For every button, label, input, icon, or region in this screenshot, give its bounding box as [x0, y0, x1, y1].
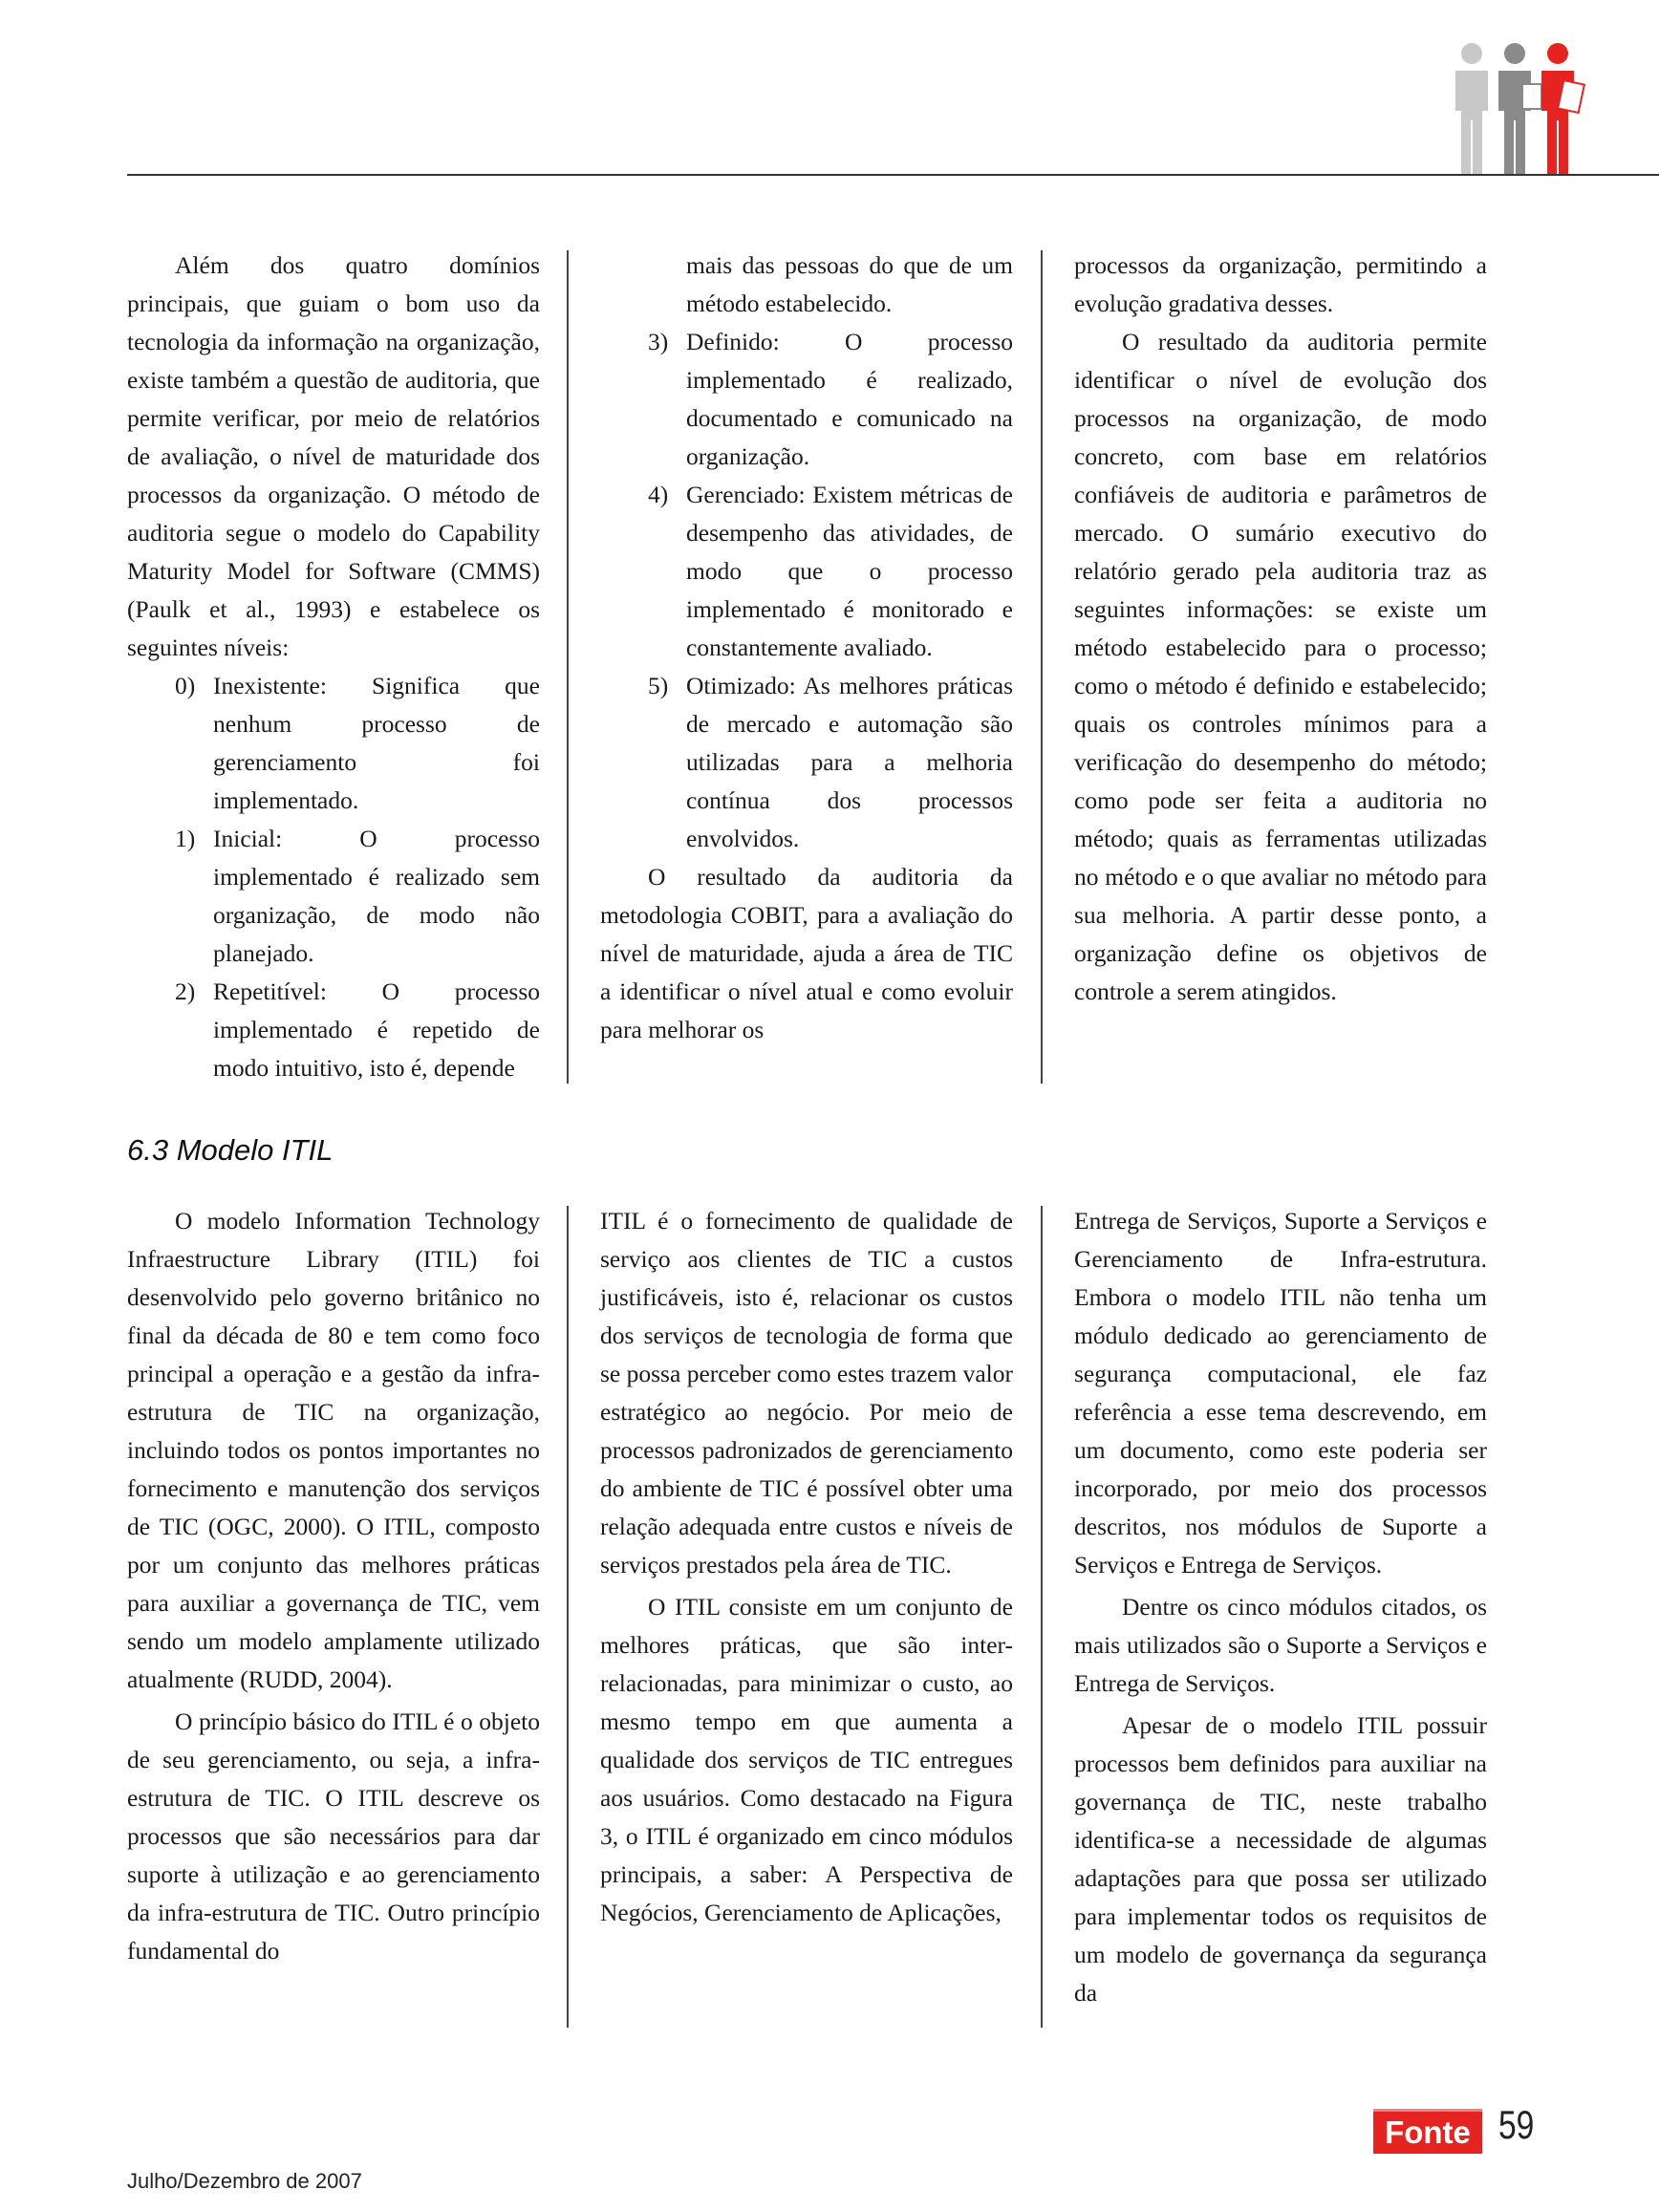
section2-column-3 [1074, 1202, 1487, 2012]
paragraph: O princípio básico do ITIL é o objeto de seu gerenciamento, ou seja, a infra-estrutura de TIC. O ITIL descreve os processos que são necessários para dar suporte à utilização e ao gerenciamento da infra-estrutura de TIC. Outro princípio fundamental do [127, 1707, 540, 1965]
list-number: 5) [648, 672, 669, 699]
list-number: 3) [648, 328, 669, 355]
list-item [127, 820, 540, 973]
section-title: 6.3 Modelo ITIL [127, 1133, 334, 1167]
page-number: 59 [1498, 2102, 1535, 2147]
list-item [600, 667, 1013, 858]
list-item [127, 973, 540, 1087]
list-number: 0) [175, 672, 196, 699]
intro-paragraph: Além dos quatro domínios principais, que guiam o bom uso da tecnologia da informação na organização, existe também a questão de auditoria, que permite verificar, por meio de relatórios de avaliação, o nível de maturidade dos processos da organização. O método de auditoria segue o modelo do Capability Maturity Model for Software (CMMS) (Paulk et al., 1993) e estabelece os seguintes níveis: [127, 251, 540, 661]
column-divider [1041, 1206, 1043, 2028]
paragraph: processos da organização, permitindo a evolução gradativa desses. [1074, 251, 1487, 317]
list-text: Otimizado: As melhores práticas de mercado e automação são utilizadas para a melhoria contínua dos processos envolvidos. [686, 672, 1013, 852]
list-item [600, 323, 1013, 476]
list-item [600, 476, 1013, 667]
list-text: Gerenciado: Existem métricas de desempenho das atividades, de modo que o processo implementado é monitorado e constantemente avaliado. [686, 481, 1013, 661]
list-text: Inicial: O processo implementado é realizado sem organização, de modo não planejado. [213, 825, 540, 967]
paragraph: Dentre os cinco módulos citados, os mais utilizados são o Suporte a Serviços e Entrega de Serviços. [1074, 1593, 1487, 1697]
column-divider [567, 1206, 569, 2028]
maturity-levels-list-cont [600, 247, 1013, 858]
section2-column-1 [127, 1202, 540, 1970]
brand-badge: Fonte [1373, 2109, 1482, 2154]
list-text: Definido: O processo implementado é realizado, documentado e comunicado na organização. [686, 328, 1013, 470]
list-text: Repetitível: O processo implementado é repetido de modo intuitivo, isto é, depende [213, 977, 540, 1082]
paragraph: O modelo Information Technology Infraestructure Library (ITIL) foi desenvolvido pelo governo britânico no final da década de 80 e tem como foco principal a operação e a gestão da infra-estrutura de TIC na organização, incluindo todos os pontos importantes no fornecimento e manutenção dos serviços de TIC (OGC, 2000). O ITIL, composto por um conjunto das melhores práticas para auxiliar a governança de TIC, vem sendo um modelo amplamente utilizado atualmente (RUDD, 2004). [127, 1207, 540, 1693]
list-item [600, 247, 1013, 323]
header-rule [127, 174, 1659, 176]
list-number: 2) [175, 977, 196, 1005]
paragraph: O ITIL consiste em um conjunto de melhores práticas, que são inter-relacionadas, para minimizar o custo, ao mesmo tempo em que aumenta a qualidade dos serviços de TIC entregues aos usuários. Como destacado na Figura 3, o ITIL é organizado em cinco módulos principais, a saber: A Perspectiva de Negócios, Gerenciamento de Aplicações, [600, 1593, 1013, 1926]
column-divider [1041, 250, 1043, 1084]
paragraph: Entrega de Serviços, Suporte a Serviços e Gerenciamento de Infra-estrutura. Embora o modelo ITIL não tenha um módulo dedicado ao gerenciamento de segurança computacional, ele faz referência a esse tema descrevendo, em um documento, como este poderia ser incorporado, por meio dos processos descritos, nos módulos de Suporte a Serviços e Entrega de Serviços. [1074, 1207, 1487, 1578]
footer-date: Julho/Dezembro de 2007 [127, 2169, 362, 2193]
section1-column-1 [127, 247, 540, 1087]
column-divider [567, 250, 569, 1084]
list-text: mais das pessoas do que de um método estabelecido. [686, 251, 1013, 317]
paragraph: Apesar de o modelo ITIL possuir processos bem definidos para auxiliar na governança de TIC, neste trabalho identifica-se a necessidade de algumas adaptações para que possa ser utilizado para implementar todos os requisitos de um modelo de governança da segurança da [1074, 1711, 1487, 2007]
list-text: Inexistente: Significa que nenhum processo de gerenciamento foi implementado. [213, 672, 540, 814]
section1-column-2 [600, 247, 1013, 1049]
maturity-levels-list [127, 667, 540, 1087]
paragraph: ITIL é o fornecimento de qualidade de serviço aos clientes de TIC a custos justificáveis, isto é, relacionar os custos dos serviços de tecnologia de forma que se possa perceber como estes trazem valor estratégico ao negócio. Por meio de processos padronizados de gerenciamento do ambiente de TIC é possível obter uma relação adequada entre custos e níveis de serviços prestados pela área de TIC. [600, 1207, 1013, 1578]
list-item [127, 667, 540, 820]
paragraph: O resultado da auditoria da metodologia COBIT, para a avaliação do nível de maturidade, ajuda a área de TIC a identificar o nível atual e como evoluir para melhorar os [600, 863, 1013, 1043]
people-figures-logo-icon [1448, 42, 1591, 176]
list-number: 4) [648, 481, 669, 508]
section1-column-3 [1074, 247, 1487, 1011]
list-number: 1) [175, 825, 196, 852]
paragraph: O resultado da auditoria permite identificar o nível de evolução dos processos na organização, de modo concreto, com base em relatórios confiáveis de auditoria e parâmetros de mercado. O sumário executivo do relatório gerado pela auditoria traz as seguintes informações: se existe um método estabelecido para o processo; como o método é definido e estabelecido; quais os controles mínimos para a verificação do desempenho do método; como pode ser feita a auditoria no método; quais as ferramentas utilizadas no método e o que avaliar no método para sua melhoria. A partir desse ponto, a organização define os objetivos de controle a serem atingidos. [1074, 328, 1487, 1005]
section2-column-2 [600, 1202, 1013, 1932]
